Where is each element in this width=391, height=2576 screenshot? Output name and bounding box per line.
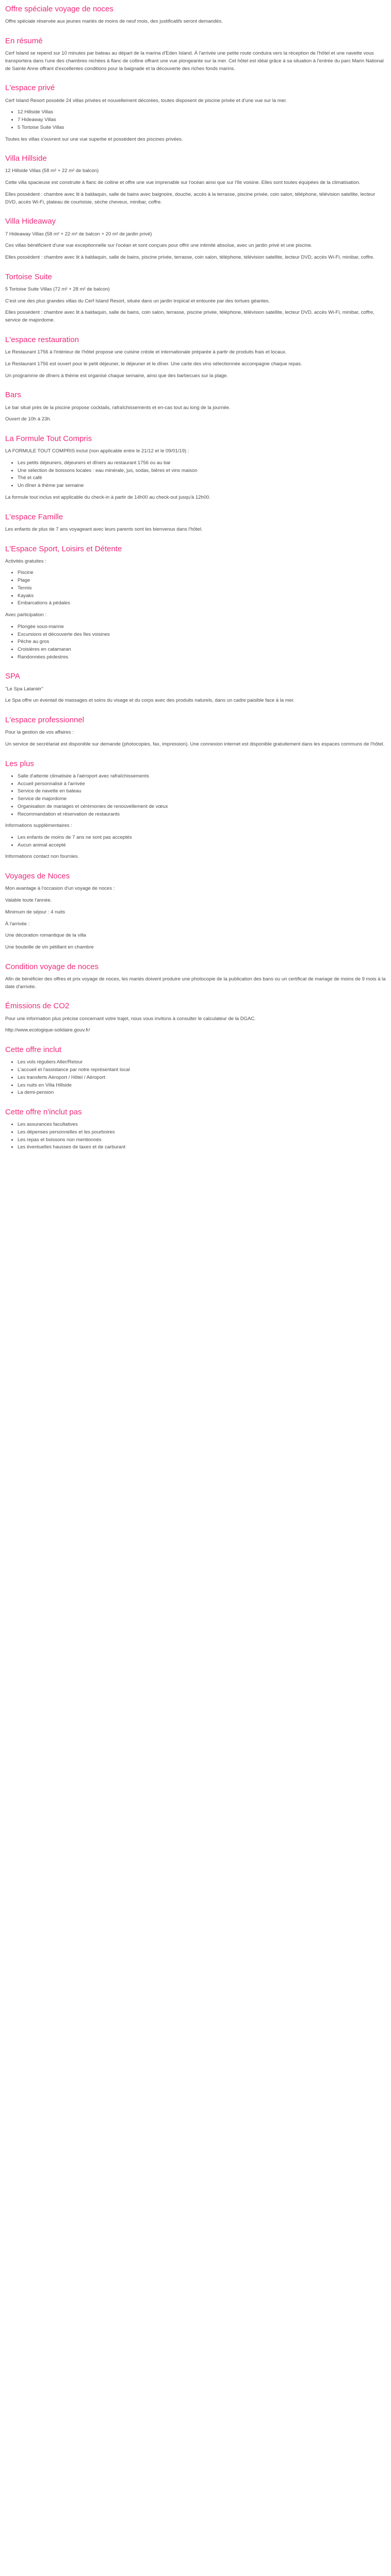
- paragraph: Cette villa spacieuse est construite à flanc de colline et offre une vue imprenable sur l'océan ainsi que sur l'île voisine. Elles sont toutes équipées de la climatisation.: [5, 180, 361, 186]
- list-item: • Un dîner à thème par semaine: [18, 482, 386, 490]
- list-item: • Les nuits en Villa Hillside: [18, 1082, 386, 1090]
- paragraph: Un programme de dîners à thème est organisé chaque semaine, ainsi que des barbecues sur la plage.: [5, 372, 228, 379]
- section-title: L'Espace Sport, Loisirs et Détente: [5, 544, 122, 553]
- paragraph: Ces villas bénéficient d'une vue exceptionnelle sur l'océan et sont conçues pour offrir une intimité absolue, avec un jardin privé et une piscine.: [5, 243, 313, 249]
- list-item: • Service de navette en bateau: [18, 788, 386, 795]
- paragraph: Une bouteille de vin pétillant en chambre: [5, 944, 94, 951]
- list-item: • Thé et café: [18, 474, 386, 482]
- paragraph: 5 Tortoise Suite Villas (72 m² + 28 m² de balcon): [5, 286, 110, 292]
- section-title: Cette offre inclut: [5, 1045, 61, 1055]
- paragraph: Offre spéciale réservée aux jeunes mariés de moins de neuf mois, des justificatifs seront demandés.: [5, 19, 223, 25]
- document: [0, 0, 391, 1176]
- list-item: • Organisation de mariages et cérémonies de renouvellement de vœux: [18, 803, 386, 811]
- paragraph: Cerf Island Resort possède 24 villas privées et nouvellement décorées, toutes disposent de piscine privée et d'une vue sur la mer.: [5, 97, 287, 104]
- paragraph: 7 Hideaway Villas (58 m² + 22 m² de balcon + 20 m² de jardin privé): [5, 231, 152, 237]
- list-item: • Les dépenses personnelles et les pourboires: [18, 1129, 386, 1137]
- bullet-list: [5, 1121, 386, 1151]
- list-item: • Les vols réguliers Aller/Retour: [18, 1059, 386, 1066]
- paragraph: À l'arrivée :: [5, 921, 30, 927]
- list-item: • Les enfants de moins de 7 ans ne sont pas acceptés: [18, 834, 386, 842]
- section-title: La Formule Tout Compris: [5, 434, 92, 443]
- list-item: • 12 Hillside Villas: [18, 109, 386, 116]
- list-item: • 7 Hideaway Villas: [18, 116, 386, 124]
- section-title: L'espace privé: [5, 83, 55, 93]
- section-title: En résumé: [5, 36, 43, 45]
- section-title: L'espace professionnel: [5, 716, 84, 725]
- list-item: • Les transferts Aéroport / Hôtel / Aéroport: [18, 1074, 386, 1082]
- list-item: • Recommandation et réservation de restaurants: [18, 811, 386, 819]
- section-title: Voyages de Noces: [5, 872, 70, 881]
- paragraph: Informations contact non fournies.: [5, 854, 79, 860]
- paragraph: Une décoration romantique de la villa: [5, 933, 86, 939]
- paragraph: La formule tout inclus est applicable du check-in à partir de 14h00 au check-out jusqu'à 12h00.: [5, 494, 210, 500]
- list-item: • Accueil personnalisé à l'arrivée: [18, 781, 386, 788]
- section-title: Bars: [5, 391, 21, 400]
- paragraph: Avec participation :: [5, 612, 47, 618]
- bullet-list: [5, 834, 386, 849]
- bullet-list: [5, 773, 386, 818]
- list-item: • Les petits déjeuners, déjeuners et dîners au restaurant 1756 ou au bar: [18, 460, 386, 467]
- paragraph: Elles possèdent : chambre avec lit à baldaquin, salle de bains, coin salon, terrasse, piscine privée, téléphone, télévision satellite, lecteur DVD, accès Wi-Fi, minibar, coffre, service de majordome.: [5, 310, 374, 324]
- section-title: Villa Hillside: [5, 154, 47, 163]
- paragraph: Elles possèdent : chambre avec lit à baldaquin, salle de bains, piscine privée, terrasse, coin salon, téléphone, télévision satellite, lecteur DVD, accès Wi-Fi, minibar, coffre.: [5, 255, 374, 261]
- list-item: • Aucun animal accepté: [18, 842, 386, 850]
- paragraph: Elles possèdent : chambre avec lit à baldaquin, salle de bains avec baignoire, douche, accès à la terrasse, piscine privée, coin salon, téléphone, télévision satellite, lecteur DVD, accès Wi-Fi, plateau de courtoisie, sèche cheveux, minibar, coffre.: [5, 191, 376, 205]
- paragraph: Informations supplémentaires :: [5, 823, 72, 829]
- bullet-list: [5, 109, 386, 131]
- section-title: L'espace restauration: [5, 335, 79, 344]
- paragraph: Le Restaurant 1756 à l'intérieur de l'hôtel propose une cuisine créole et internationale préparée à partir de produits frais et locaux.: [5, 349, 287, 355]
- list-item: • Une sélection de boissons locales : eau minérale, jus, sodas, bières et vins maison: [18, 467, 386, 475]
- paragraph: LA FORMULE TOUT COMPRIS inclut (non applicable entre le 21/12 et le 09/01/19) :: [5, 448, 189, 454]
- paragraph: Toutes les villas s'ouvrent sur une vue superbe et possèdent des piscines privées.: [5, 136, 183, 142]
- list-item: • Plongée sous-marine: [18, 623, 386, 631]
- paragraph: Le Spa offre un éventail de massages et soins du visage et du corps avec des produits naturels, dans un cadre paisible face à la mer.: [5, 698, 295, 704]
- section-title: Villa Hideaway: [5, 217, 56, 226]
- list-item: • Kayaks: [18, 592, 386, 600]
- section-title: Émissions de CO2: [5, 1002, 70, 1011]
- list-item: • Tennis: [18, 585, 386, 592]
- bullet-list: [5, 1059, 386, 1097]
- section-title: Condition voyage de noces: [5, 962, 99, 971]
- paragraph: "Le Spa Lataniér": [5, 686, 43, 692]
- paragraph: Cerf Island se repend sur 10 minutes par bateau au départ de la marina d'Eden Island. À l'arrivée une petite route conduira vers la réception de l'hôtel et une navette vous transportera dans l'une des chambres nichées à flanc de colline offrant une vue plongeante sur la mer. Cet hôtel est idéal grâce à sa situation à l'entrée du parc Marin National de Sainte Anne offrant d'excellentes conditions pour la baignade et la découverte des riches fonds marins.: [5, 50, 384, 72]
- list-item: • 5 Tortoise Suite Villas: [18, 124, 386, 132]
- list-item: • Excursions et découverte des îles voisines: [18, 631, 386, 639]
- paragraph: Afin de bénéficier des offres et prix voyage de noces, les mariés doivent produire une photocopie de la publication des bans ou un certificat de mariage de moins de 9 mois à la date d'arrivée.: [5, 976, 386, 990]
- paragraph: Activités gratuites :: [5, 558, 46, 564]
- section-title: Offre spéciale voyage de noces: [5, 5, 113, 13]
- paragraph: Le Restaurant 1756 est ouvert pour le petit déjeuner, le déjeuner et le dîner. Une carte des vins sélectionnée accompagne chaque repas.: [5, 361, 302, 367]
- bullet-list: [5, 569, 386, 607]
- list-item: • Salle d'attente climatisée à l'aéroport avec rafraîchissements: [18, 773, 386, 781]
- paragraph: Ouvert de 10h à 23h.: [5, 416, 52, 422]
- section-title: L'espace Famille: [5, 512, 63, 521]
- paragraph: Valable toute l'année.: [5, 897, 52, 904]
- paragraph: Minimum de séjour : 4 nuits: [5, 909, 66, 915]
- list-item: • Pêche au gros: [18, 638, 386, 646]
- list-item: • L'accueil et l'assistance par notre représentant local: [18, 1066, 386, 1074]
- section-title: Les plus: [5, 759, 34, 768]
- paragraph: C'est une des plus grandes villas du Cerf Island Resort, située dans un jardin tropical et entourée par des tortues géantes.: [5, 298, 270, 304]
- list-item: • Les assurances facultatives: [18, 1121, 386, 1129]
- paragraph: Pour la gestion de vos affaires :: [5, 730, 74, 736]
- paragraph: Les enfants de plus de 7 ans voyageant avec leurs parents sont les bienvenus dans l'hôtel.: [5, 526, 203, 532]
- bullet-list: [5, 460, 386, 490]
- list-item: • Randonnées pédestres: [18, 654, 386, 662]
- paragraph: Mon avantage à l'occasion d'un voyage de noces :: [5, 886, 115, 892]
- paragraph: Un service de secrétariat est disponible sur demande (photocopies, fax, impression). Une connexion internet est disponible gratuitement dans les espaces communs de l'hôtel.: [5, 741, 385, 748]
- paragraph: Pour une information plus précise concernant votre trajet, nous vous invitons à consulter le calculateur de la DGAC.: [5, 1015, 256, 1022]
- list-item: • Plage: [18, 577, 386, 585]
- section-title: Tortoise Suite: [5, 272, 52, 281]
- paragraph: http://www.ecologique-solidaire.gouv.fr/: [5, 1027, 90, 1033]
- list-item: • Embarcations à pédales: [18, 600, 386, 607]
- paragraph: Le bar situé près de la piscine propose cocktails, rafraîchissements et en-cas tout au long de la journée.: [5, 404, 231, 411]
- list-item: • Piscine: [18, 569, 386, 577]
- list-item: • Service de majordome: [18, 795, 386, 803]
- bullet-list: [5, 623, 386, 662]
- list-item: • Les repas et boissons non mentionnés: [18, 1137, 386, 1144]
- list-item: • Croisières en catamaran: [18, 646, 386, 654]
- list-item: • Les éventuelles hausses de taxes et de carburant: [18, 1144, 386, 1151]
- paragraph: 12 Hillside Villas (58 m² + 22 m² de balcon): [5, 168, 99, 174]
- list-item: • La demi-pension: [18, 1089, 386, 1097]
- section-title: Cette offre n'inclut pas: [5, 1107, 82, 1116]
- section-title: SPA: [5, 672, 20, 681]
